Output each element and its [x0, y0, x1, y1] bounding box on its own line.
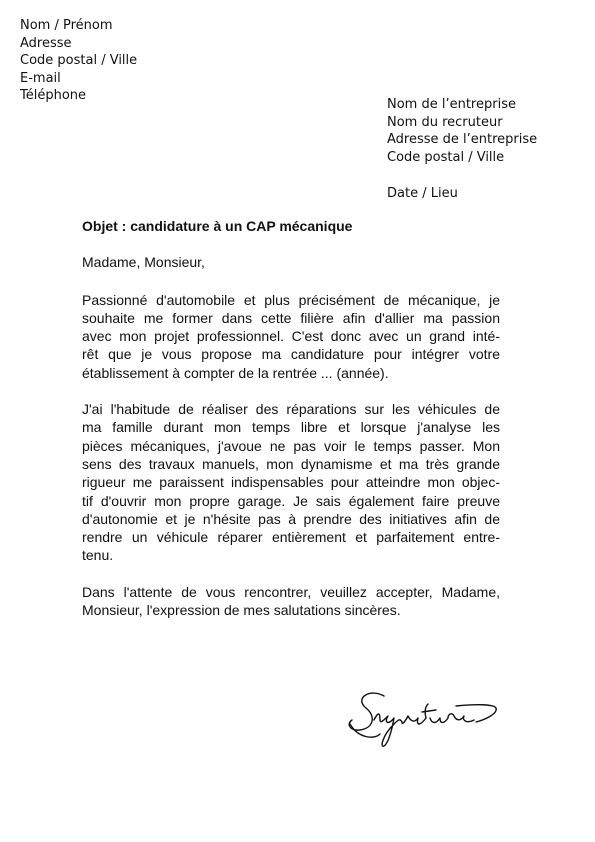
- recipient-company: Nom de l’entreprise: [387, 97, 516, 112]
- sender-postal-city: Code postal / Ville: [20, 53, 138, 69]
- letter-body: [82, 217, 500, 637]
- signature-flourish: [456, 705, 496, 722]
- paragraph-line: d'autonomie et je n'hésite pas à prendre des initiatives afin de: [82, 510, 500, 527]
- paragraph-line: J'ai l'habitude de réaliser des réparations sur les véhicules de: [82, 401, 500, 418]
- signature-loop: [350, 724, 380, 737]
- recipient-recruiter: Nom du recruteur: [387, 114, 503, 130]
- paragraph-motivation: [82, 291, 500, 382]
- letter-salutation: Madame, Monsieur,: [82, 254, 205, 271]
- sender-email: E-mail: [20, 70, 61, 86]
- sender-address-block: [20, 17, 137, 105]
- date-place: Date / Lieu: [387, 186, 458, 201]
- paragraph-line: souhaite me former dans cette filière afin d'allier ma passion: [82, 309, 500, 326]
- signature-capital-s: [349, 693, 384, 730]
- paragraph-line: tenu.: [82, 547, 114, 564]
- paragraph-experience: [82, 400, 500, 565]
- paragraph-closing: [82, 583, 500, 620]
- paragraph-line: sens des travaux manuels, mon dynamisme et ma très grande: [82, 455, 500, 472]
- paragraph-line: Monsieur, l'expression de mes salutations sincères.: [82, 602, 401, 619]
- paragraph-line: pièces mécaniques, j'avoue ne pas voir le temps passer. Mon: [82, 437, 500, 454]
- paragraph-line: rêt que je vous propose ma candidature pour intégrer votre: [82, 346, 500, 363]
- sender-name: Nom / Prénom: [20, 18, 113, 33]
- sender-address: Adresse: [20, 35, 72, 51]
- handwritten-signature: [344, 690, 504, 750]
- paragraph-line: établissement à compter de la rentrée ... (année).: [82, 364, 389, 381]
- recipient-address: Adresse de l’entreprise: [387, 132, 538, 148]
- signature-ink: [349, 693, 496, 746]
- signature-letters: [374, 704, 474, 746]
- letter-subject: Objet : candidature à un CAP mécanique: [82, 218, 353, 234]
- recipient-postal-city: Code postal / Ville: [387, 149, 505, 165]
- paragraph-line: ma famille durant mon temps libre et lorsque j'analyse les: [82, 419, 500, 436]
- paragraph-line: avec mon projet professionnel. C'est donc avec un grand inté-: [82, 328, 500, 345]
- paragraph-line: rigueur me paraissent indispensables pour atteindre mon objec-: [82, 474, 500, 491]
- paragraph-line: tif d'ouvrir mon propre garage. Je sais également faire preuve: [82, 492, 500, 509]
- paragraph-line: Dans l'attente de vous rencontrer, veuillez accepter, Madame,: [82, 583, 500, 600]
- paragraph-line: rendre un véhicule réparer entièrement et parfaitement entre-: [82, 529, 500, 546]
- sender-phone: Téléphone: [20, 88, 87, 104]
- recipient-address-block: [387, 96, 537, 166]
- paragraph-line: Passionné d'automobile et plus précisément de mécanique, je: [82, 291, 500, 308]
